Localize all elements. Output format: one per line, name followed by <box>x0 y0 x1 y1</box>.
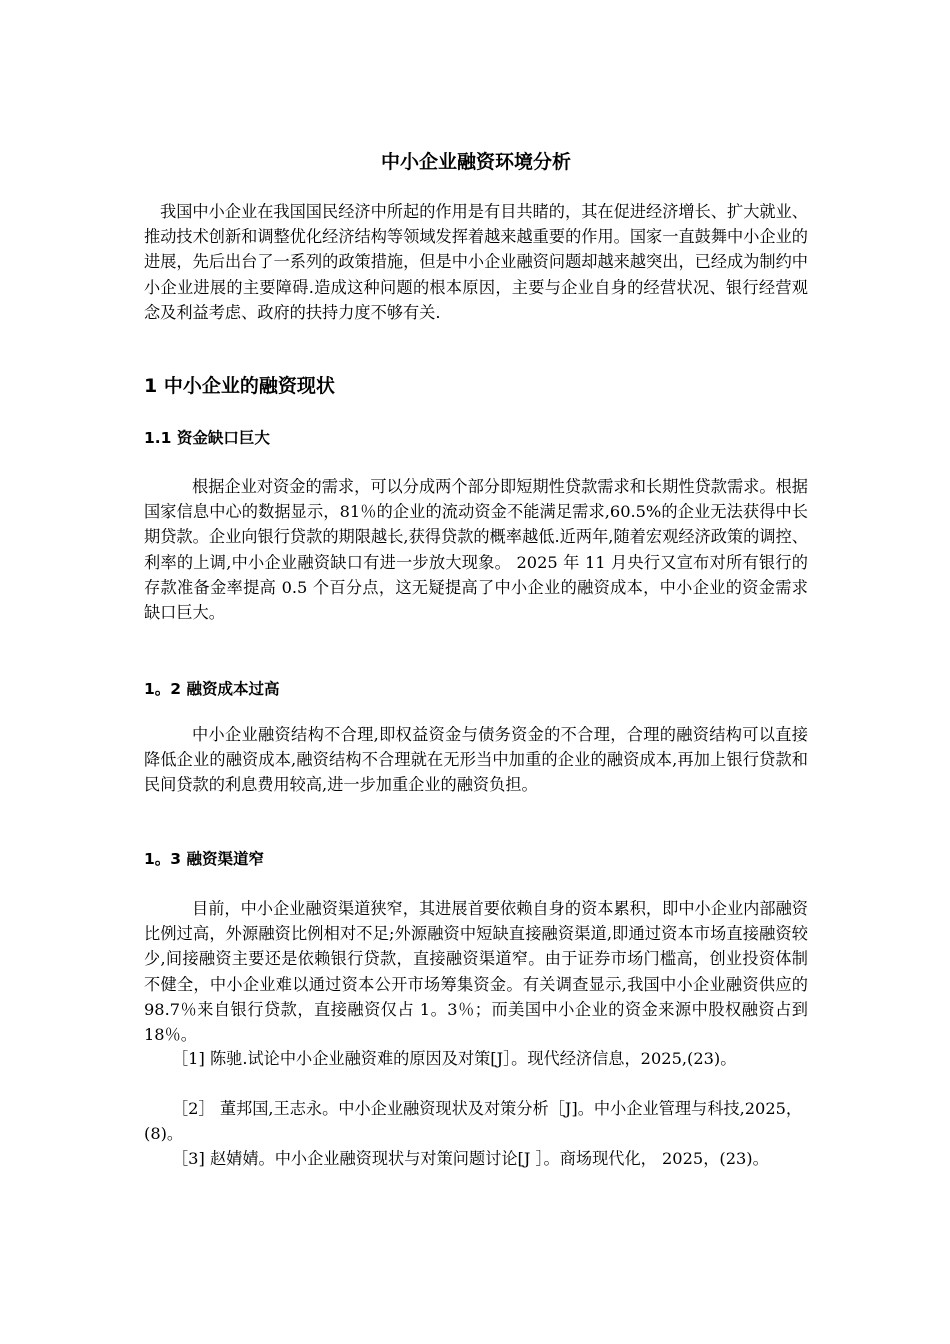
document-title: 中小企业融资环境分析 <box>380 151 571 173</box>
reference-item: ［2］ 董邦国,王志永。中小企业融资现状及对策分析［J]。中小企业管理与科技,2025，(8)。 <box>144 1099 803 1143</box>
subsection-1-1-heading: 1.1 资金缺口巨大 <box>144 429 270 447</box>
subsection-1-3-body: 目前，中小企业融资渠道狭窄，其进展首要依赖自身的资本累积，即中小企业内部融资比例过高，外源融资比例相对不足;外源融资中短缺直接融资渠道,即通过资本市场直接融资较少,间接融资主要还是依赖银行贷款，直接融资渠道窄。由于证券市场门槛高，创业投资体制不健全，中小企业难以通过资本公开市场筹集资金。有关调查显示,我国中小企业融资供应的 98.7％来自银行贷款，直接融资仅占 1。3％；而美国中小企业的资金来源中股权融资占到 18％。 <box>144 899 808 1045</box>
intro-paragraph: 我国中小企业在我国国民经济中所起的作用是有目共睹的，其在促进经济增长、扩大就业、推动技术创新和调整优化经济结构等领域发挥着越来越重要的作用。国家一直鼓舞中小企业的进展，先后出台了一系列的政策措施，但是中小企业融资问题却越来越突出，已经成为制约中小企业进展的主要障碍.造成这种问题的根本原因，主要与企业自身的经营状况、银行经营观念及利益考虑、政府的扶持力度不够有关. <box>144 202 808 322</box>
subsection-1-2-heading: 1。2 融资成本过高 <box>144 680 280 698</box>
subsection-1-2-body: 中小企业融资结构不合理,即权益资金与债务资金的不合理，合理的融资结构可以直接降低企业的融资成本,融资结构不合理就在无形当中加重的企业的融资成本,再加上银行贷款和民间贷款的利息费用较高,进一步加重企业的融资负担。 <box>144 725 808 795</box>
reference-item: ［3] 赵婧婧。中小企业融资现状与对策问题讨论[J ］。商场现代化， 2025，(23)。 <box>172 1149 769 1168</box>
section-1-heading: 1 中小企业的融资现状 <box>144 375 335 397</box>
reference-item: ［1] 陈驰.试论中小企业融资难的原因及对策[J］。现代经济信息，2025,(23)。 <box>172 1049 737 1068</box>
subsection-1-1-body: 根据企业对资金的需求，可以分成两个部分即短期性贷款需求和长期性贷款需求。根据国家信息中心的数据显示，81％的企业的流动资金不能满足需求,60.5%的企业无法获得中长期贷款。企业向银行贷款的期限越长,获得贷款的概率越低.近两年,随着宏观经济政策的调控、利率的上调,中小企业融资缺口有进一步放大现象。 2025 年 11 月央行又宣布对所有银行的存款准备金率提高 0.5 个百分点，这无疑提高了中小企业的融资成本，中小企业的资金需求缺口巨大。 <box>144 477 808 623</box>
subsection-1-3-heading: 1。3 融资渠道窄 <box>144 850 264 868</box>
